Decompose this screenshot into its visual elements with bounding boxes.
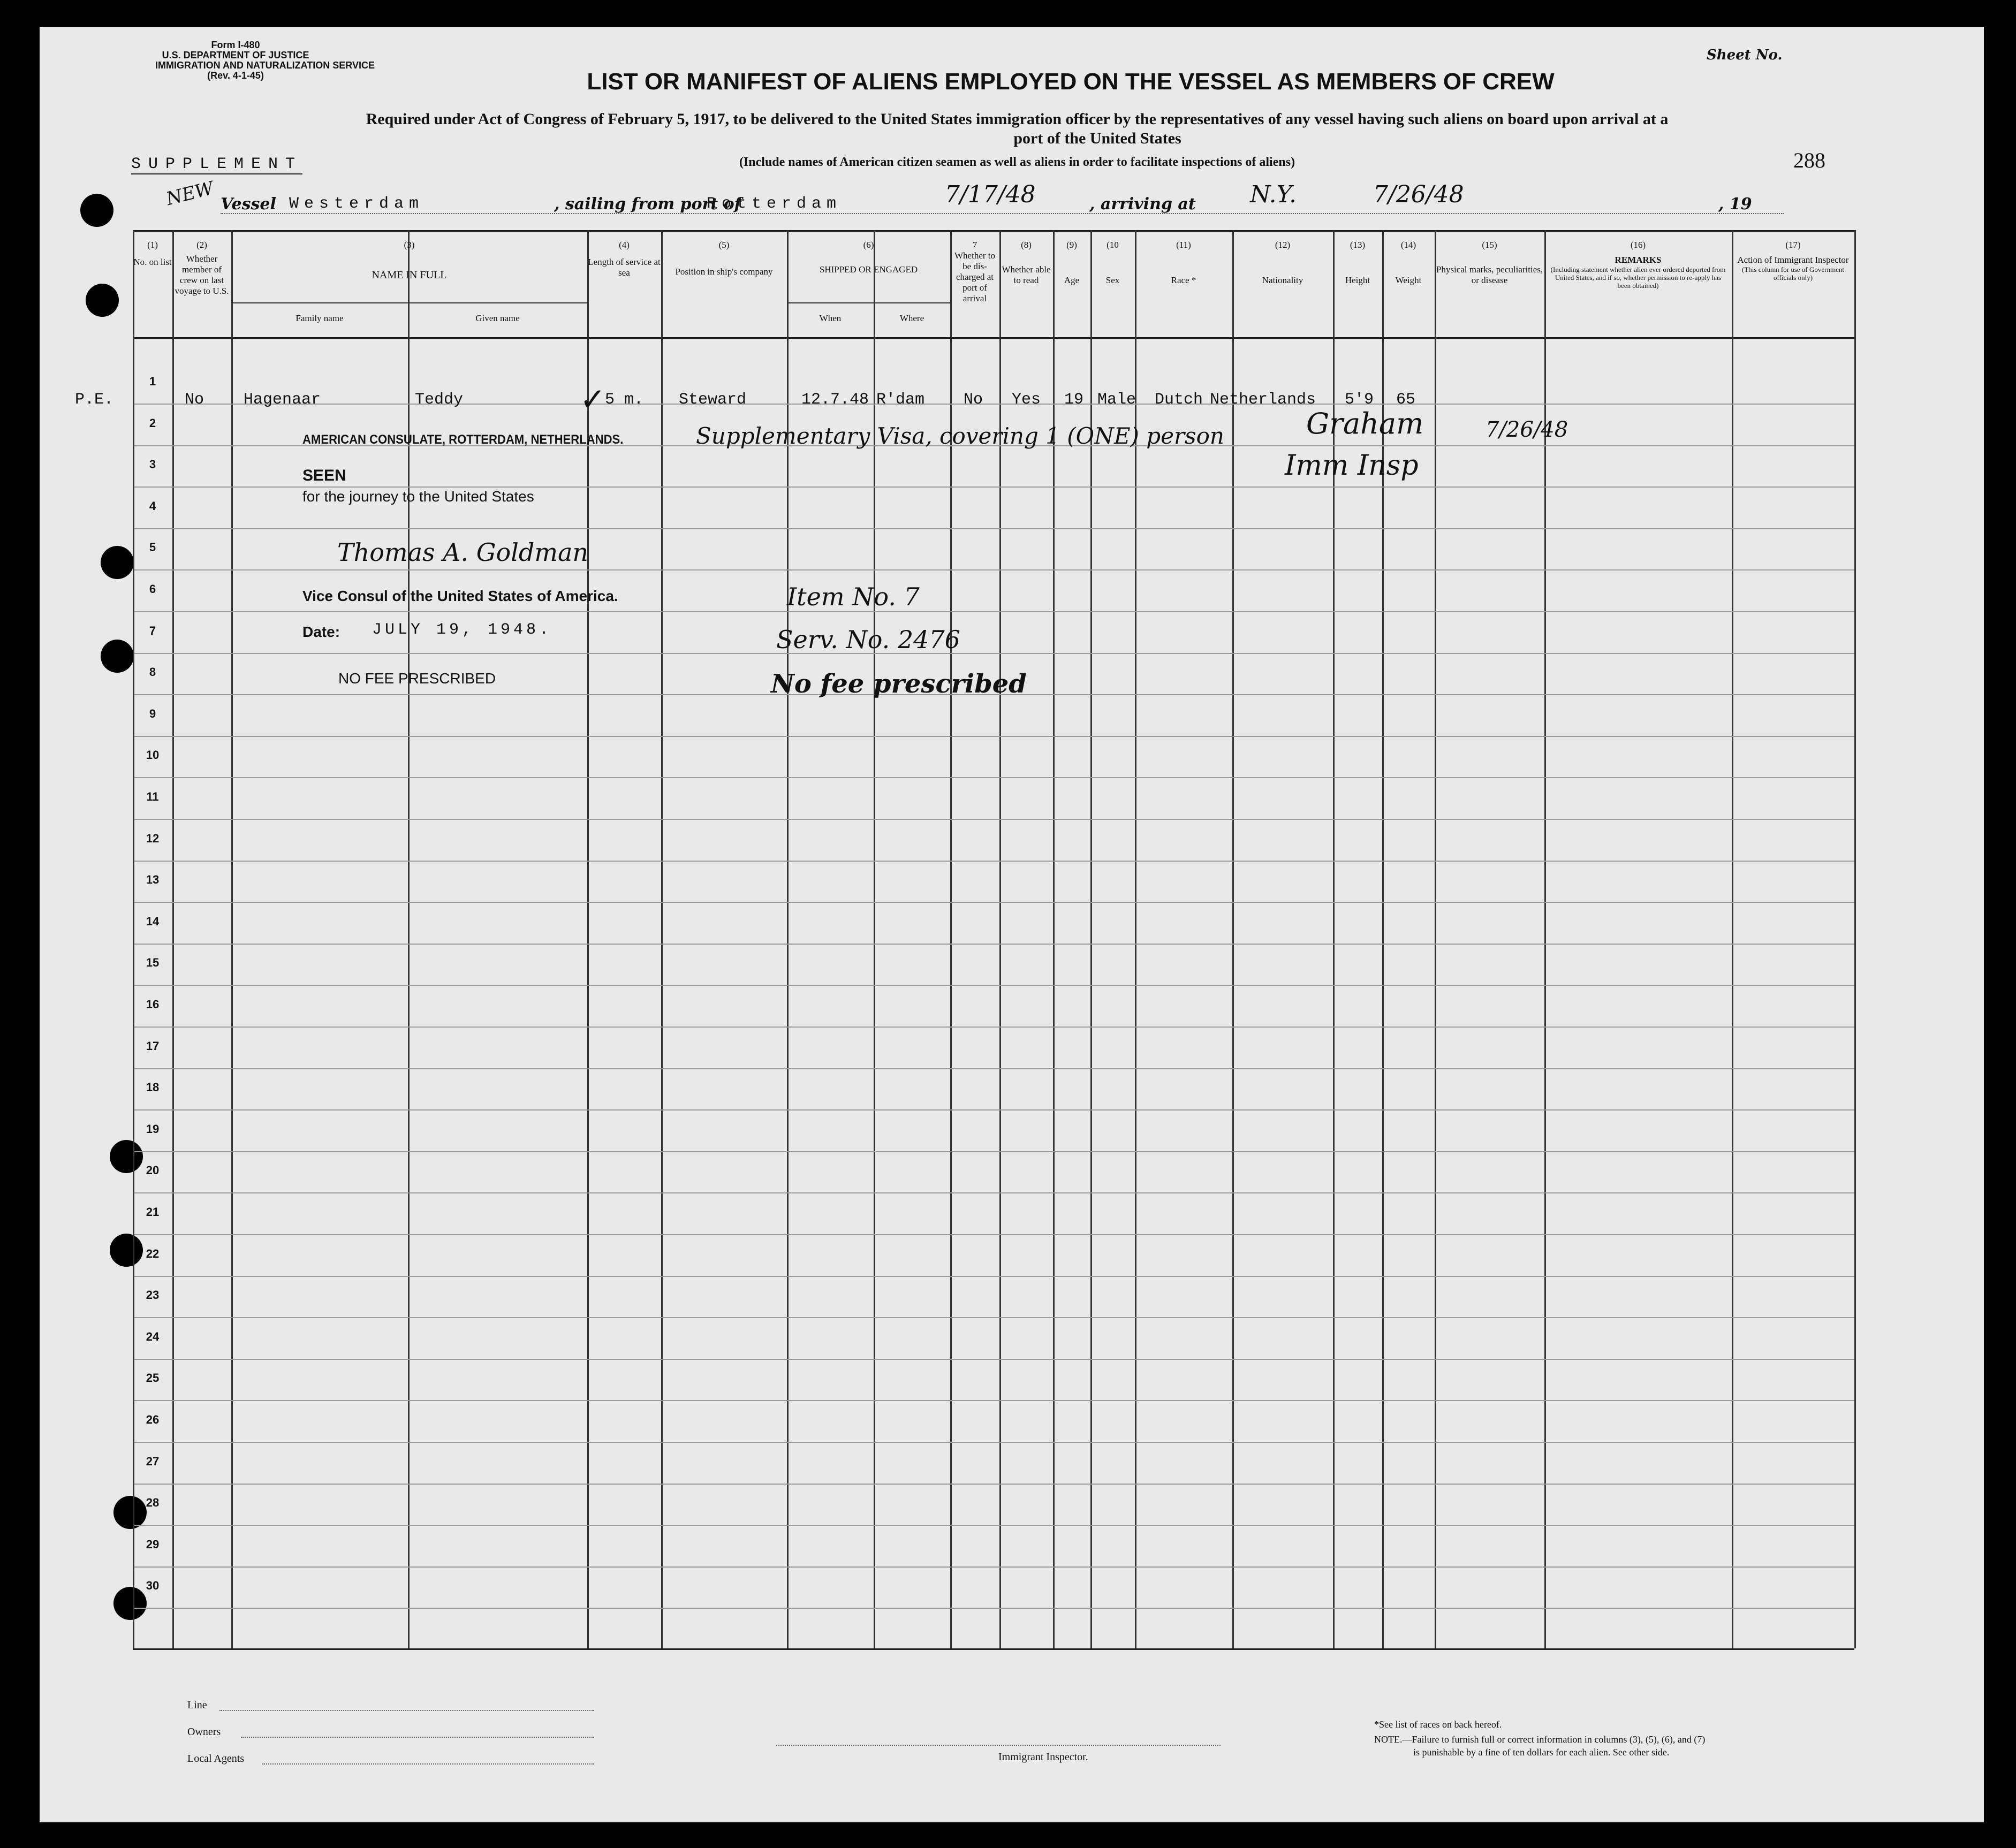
footer-owners-rule	[241, 1737, 594, 1738]
row-number: 3	[149, 458, 156, 471]
row-rule	[134, 611, 1854, 612]
col-header-race: (11) Race *	[1171, 240, 1196, 285]
row-number: 12	[146, 832, 160, 845]
row-number: 20	[146, 1163, 160, 1177]
row-number: 15	[146, 956, 160, 969]
cell-read: Yes	[1012, 391, 1041, 409]
row-rule	[134, 861, 1854, 862]
footer-inspector-label: Immigrant Inspector.	[998, 1751, 1088, 1763]
col-header-when: When	[819, 313, 842, 323]
column-rule	[133, 230, 134, 1648]
row-number: 8	[149, 665, 156, 679]
row-rule	[134, 985, 1854, 986]
arrival-port: N.Y.	[1250, 181, 1297, 208]
col-header-discharged: 7 Whether to be dis-charged at port of arrival	[954, 240, 995, 303]
row-rule	[134, 1026, 1854, 1028]
col-header-age: (9) Age	[1064, 240, 1080, 285]
col-header-list-number: (1) No. on list	[133, 240, 172, 267]
row-number: 1	[149, 375, 156, 388]
row-number: 30	[146, 1579, 160, 1592]
footer-owners-label: Owners	[187, 1726, 221, 1738]
col-header-service: (4) Length of service at sea	[588, 240, 661, 278]
check-mark: ✓	[580, 382, 606, 417]
row-rule	[134, 1608, 1854, 1609]
row-rule	[134, 486, 1854, 488]
row-number: 19	[146, 1122, 160, 1136]
col-header-remarks: (16) REMARKS (Including statement whether alien ever ordered deported from United States, and if so, whether permission to re-apply has been obtained)	[1550, 240, 1726, 290]
cell-given-name: Teddy	[415, 391, 464, 409]
cell-weight: 65	[1396, 391, 1416, 409]
year-label: , 19	[1718, 195, 1752, 214]
row-rule	[134, 1151, 1854, 1152]
row-rule	[134, 819, 1854, 820]
col-header-last-voyage: (2) Whether member of crew on last voyage to U.S.	[175, 240, 229, 296]
col-header-given-name: Given name	[475, 313, 520, 323]
cell-position: Steward	[679, 391, 747, 409]
row-rule	[134, 1442, 1854, 1443]
footer-inspector-rule	[776, 1745, 1221, 1746]
row-number: 11	[146, 790, 159, 803]
vessel-label: Vessel	[221, 195, 276, 214]
row-rule	[134, 1400, 1854, 1401]
row-number: 22	[146, 1247, 160, 1260]
arrival-date: 7/26/48	[1373, 181, 1464, 208]
subtitle-line-2: port of the United States	[1013, 130, 1181, 147]
col-header-physical-marks: (15) Physical marks, peculiarities, or disease	[1436, 240, 1543, 285]
row-rule	[134, 653, 1854, 654]
stamp-consulate: AMERICAN CONSULATE, ROTTERDAM, NETHERLANDS.	[302, 432, 624, 447]
col-header-height: (13) Height	[1345, 240, 1370, 285]
col-header-nationality: (12) Nationality	[1262, 240, 1303, 285]
col-header-sex: (10 Sex	[1105, 240, 1120, 285]
row-rule	[134, 1566, 1854, 1568]
cell-last-voyage: No	[185, 391, 204, 409]
sailing-date: 7/17/48	[945, 181, 1036, 208]
footer-agents-label: Local Agents	[187, 1753, 245, 1765]
row-number: 7	[149, 624, 156, 637]
inspector-signature: Graham	[1306, 407, 1424, 440]
row-number: 16	[146, 998, 160, 1011]
row-number: 4	[149, 499, 156, 513]
footer-line-rule	[219, 1710, 594, 1711]
row-rule	[134, 1109, 1854, 1111]
stamp-journey: for the journey to the United States	[302, 488, 534, 505]
handwritten-visa-note: Supplementary Visa, covering 1 (ONE) person	[696, 423, 1224, 449]
cell-nationality: Netherlands	[1210, 391, 1316, 409]
handwritten-fee-note: No fee prescribed	[771, 669, 1027, 699]
column-rule	[1382, 230, 1384, 1648]
column-rule	[1435, 230, 1436, 1648]
row-number: 5	[149, 541, 156, 554]
inspector-signature-title: Imm Insp	[1285, 450, 1419, 482]
col-header-weight: (14) Weight	[1395, 240, 1422, 285]
footer-races-note: *See list of races on back hereof.	[1374, 1719, 1502, 1730]
table-bottom-rule	[133, 1648, 1854, 1650]
punch-hole	[80, 194, 113, 227]
footer-line-label: Line	[187, 1699, 207, 1711]
page-title: LIST OR MANIFEST OF ALIENS EMPLOYED ON THE VESSEL AS MEMBERS OF CREW	[587, 69, 1555, 95]
row-number: 17	[146, 1039, 160, 1053]
cell-family-name: Hagenaar	[244, 391, 321, 409]
col-header-where: Where	[899, 313, 924, 323]
row-rule	[134, 1359, 1854, 1360]
row-number: 6	[149, 582, 156, 596]
table-top-rule	[133, 230, 1854, 232]
vessel-name: Westerdam	[289, 195, 425, 213]
row-rule	[134, 1192, 1854, 1193]
row-number: 23	[146, 1288, 160, 1302]
stamp-seen: SEEN	[302, 467, 346, 484]
row-number: 28	[146, 1496, 160, 1509]
manifest-page	[40, 27, 1984, 1822]
sheet-number-label: Sheet No.	[1707, 47, 1783, 63]
form-service: IMMIGRATION AND NATURALIZATION SERVICE	[155, 60, 375, 71]
departure-port: Rotterdam	[707, 195, 842, 213]
cell-sex: Male	[1097, 391, 1136, 409]
instruction-note: (Include names of American citizen seamen as well as aliens in order to facilitate inspections of aliens)	[739, 155, 1295, 169]
row-number: 29	[146, 1538, 160, 1551]
column-rule	[661, 230, 663, 1648]
form-rev: (Rev. 4-1-45)	[207, 70, 264, 81]
column-rule	[1854, 230, 1856, 1648]
column-rule	[1232, 230, 1234, 1648]
cell-when: 12.7.48	[801, 391, 869, 409]
cell-age: 19	[1064, 391, 1084, 409]
form-id-block	[155, 40, 375, 81]
row-rule	[134, 736, 1854, 737]
row-rule	[134, 1484, 1854, 1485]
col-header-shipped: (6) SHIPPED OR ENGAGED	[819, 240, 918, 275]
column-rule	[1333, 230, 1335, 1648]
row-rule	[134, 1068, 1854, 1069]
footer-agents-rule	[262, 1763, 594, 1765]
supplement-label: SUPPLEMENT	[131, 155, 303, 173]
row-number: 21	[146, 1205, 160, 1219]
consul-signature: Thomas A. Goldman	[337, 538, 589, 567]
form-dept: U.S. DEPARTMENT OF JUSTICE	[162, 50, 309, 60]
handwritten-item-number: Item No. 7	[787, 582, 920, 611]
punch-hole	[86, 284, 119, 317]
column-rule	[172, 230, 174, 1648]
footer-note-line-2: is punishable by a fine of ten dollars for each alien. See other side.	[1413, 1747, 1670, 1758]
col-header-read: (8) Whether able to read	[1002, 240, 1051, 285]
column-rule	[1732, 230, 1733, 1648]
row-rule	[134, 404, 1854, 405]
row-rule	[134, 1234, 1854, 1235]
column-rule	[231, 230, 233, 1648]
col-header-family-name: Family name	[295, 313, 344, 323]
cell-where: R'dam	[876, 391, 925, 409]
arriving-label: , arriving at	[1089, 195, 1196, 214]
row-number: 13	[146, 873, 160, 886]
handwritten-new: NEW	[164, 177, 216, 210]
row-rule	[134, 777, 1854, 778]
column-rule	[1544, 230, 1546, 1648]
col-header-inspector-action: (17) Action of Immigrant Inspector (This column for use of Government officials only)	[1737, 240, 1849, 282]
row-number: 14	[146, 915, 160, 928]
row-rule	[134, 1276, 1854, 1277]
row-rule	[134, 1525, 1854, 1526]
row-number: 24	[146, 1330, 160, 1343]
punch-hole	[101, 546, 134, 579]
row-rule	[134, 528, 1854, 529]
handwritten-serv-number: Serv. No. 2476	[776, 625, 960, 654]
punch-hole	[101, 640, 134, 673]
row-rule	[134, 1317, 1854, 1318]
cell-service: 5 m.	[605, 391, 644, 409]
row-rule	[134, 944, 1854, 945]
margin-mark: P.E.	[75, 391, 114, 409]
stamp-no-fee: NO FEE PRESCRIBED	[338, 670, 496, 687]
page-number: 288	[1793, 148, 1825, 172]
row-number: 9	[149, 707, 156, 720]
stamp-consul-title: Vice Consul of the United States of America.	[302, 588, 618, 604]
row-number: 10	[146, 748, 160, 762]
stamp-date-label: Date:	[302, 623, 340, 640]
sailing-label: , sailing from port of	[554, 195, 741, 214]
row-number: 18	[146, 1081, 160, 1094]
footer-note-line-1: NOTE.—Failure to furnish full or correct information in columns (3), (5), (6), and (7)	[1374, 1734, 1706, 1745]
row-rule	[134, 569, 1854, 571]
row-rule	[134, 902, 1854, 903]
row-number: 27	[146, 1455, 160, 1468]
stamp-date-value: JULY 19, 1948.	[372, 621, 552, 639]
form-number: Form I-480	[211, 40, 260, 50]
cell-height: 5'9	[1345, 391, 1374, 409]
col-header-name: (3) NAME IN FULL	[372, 240, 447, 281]
cell-race: Dutch	[1155, 391, 1203, 409]
col-header-position: (5) Position in ship's company	[675, 240, 773, 277]
row-number: 26	[146, 1413, 160, 1426]
subtitle-line-1: Required under Act of Congress of February 5, 1917, to be delivered to the United States immigration officer by the representatives of any vessel having such aliens on board upon arrival at a	[366, 110, 1669, 128]
row-number: 2	[149, 416, 156, 430]
cell-discharged: No	[964, 391, 983, 409]
shipped-subheader-rule	[787, 302, 950, 303]
row-number: 25	[146, 1371, 160, 1385]
vessel-line-rule	[221, 213, 1784, 214]
header-bottom-rule	[133, 337, 1854, 339]
inspector-date: 7/26/48	[1486, 417, 1568, 442]
